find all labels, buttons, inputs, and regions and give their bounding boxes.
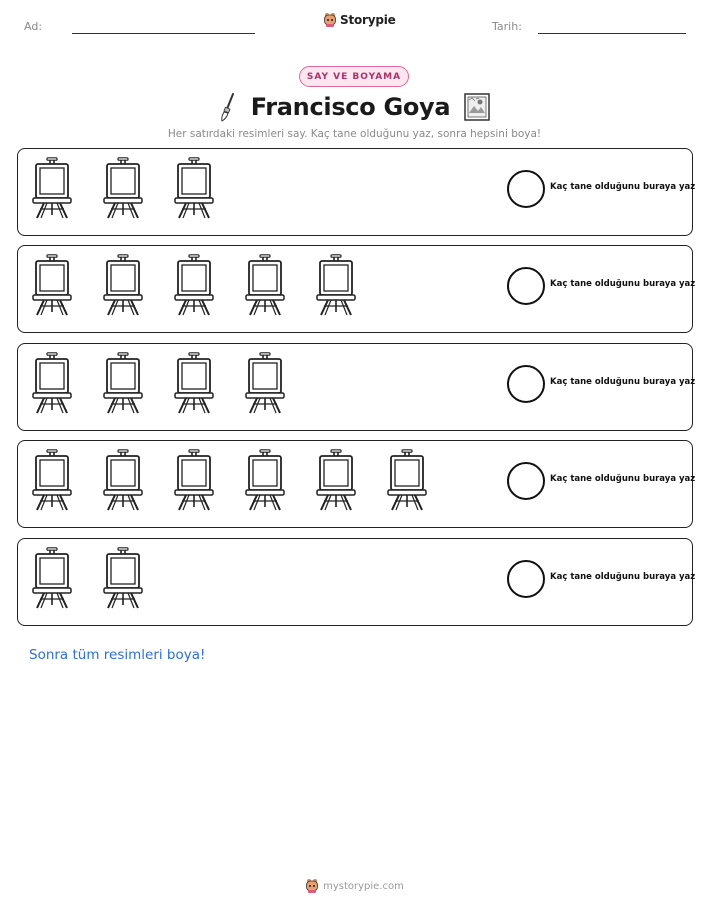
- easel-icon: [102, 254, 144, 316]
- easel-icon: [244, 449, 286, 511]
- easel-icon: [244, 254, 286, 316]
- counting-row: [17, 440, 696, 528]
- counting-row: [17, 538, 696, 626]
- answer-label: Kaç tane olduğunu buraya yaz: [550, 377, 696, 387]
- storypie-mascot-icon: [323, 12, 337, 28]
- answer-circle[interactable]: [507, 365, 545, 403]
- counting-row: [17, 148, 696, 236]
- easel-icon: [102, 449, 144, 511]
- name-line: [72, 33, 255, 34]
- answer-label: Kaç tane olduğunu buraya yaz: [550, 474, 696, 484]
- instructions: Her satırdaki resimleri say. Kaç tane olduğunu yaz, sonra hepsini boya!: [167, 128, 542, 140]
- site-url: mystorypie.com: [323, 880, 404, 892]
- easel-icon: [31, 254, 73, 316]
- name-label: Ad:: [24, 20, 43, 33]
- painting-icon: [464, 93, 490, 121]
- easel-icon: [31, 449, 73, 511]
- answer-label: Kaç tane olduğunu buraya yaz: [550, 182, 696, 192]
- easel-icon: [173, 352, 215, 414]
- answer-label: Kaç tane olduğunu buraya yaz: [550, 572, 696, 582]
- easel-icon: [31, 157, 73, 219]
- date-line: [538, 33, 686, 34]
- easel-icon: [386, 449, 428, 511]
- footer-note: Sonra tüm resimleri boya!: [29, 647, 206, 663]
- site-footer: [0, 878, 709, 894]
- easel-icon: [315, 449, 357, 511]
- counting-row: [17, 343, 696, 431]
- answer-circle[interactable]: [507, 560, 545, 598]
- easel-icon: [173, 254, 215, 316]
- storypie-mascot-icon: [305, 878, 319, 894]
- paintbrush-icon: [219, 92, 237, 122]
- page-title: Francisco Goya: [250, 93, 451, 121]
- easel-icon: [173, 157, 215, 219]
- answer-circle[interactable]: [507, 462, 545, 500]
- brand-logo: [323, 12, 396, 28]
- brand-name: Storypie: [340, 13, 396, 27]
- easel-icon: [102, 547, 144, 609]
- answer-circle[interactable]: [507, 267, 545, 305]
- date-label: Tarih:: [492, 20, 522, 33]
- easel-icon: [315, 254, 357, 316]
- counting-row: [17, 245, 696, 333]
- easel-icon: [102, 157, 144, 219]
- easel-icon: [31, 352, 73, 414]
- answer-label: Kaç tane olduğunu buraya yaz: [550, 279, 696, 289]
- easel-icon: [31, 547, 73, 609]
- answer-circle[interactable]: [507, 170, 545, 208]
- easel-icon: [173, 449, 215, 511]
- easel-icon: [244, 352, 286, 414]
- easel-icon: [102, 352, 144, 414]
- activity-badge: SAY VE BOYAMA: [299, 66, 409, 87]
- title-row: [0, 89, 709, 125]
- worksheet-header: [0, 0, 709, 50]
